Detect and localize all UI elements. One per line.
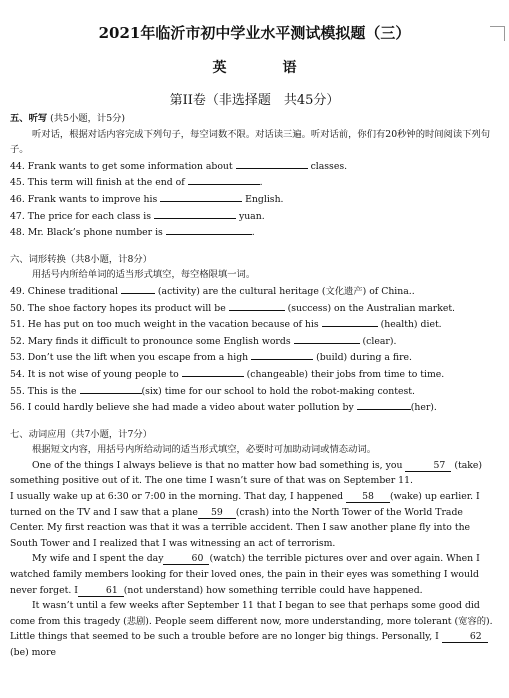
- part-heading: 第II卷（非选择题 共45分）: [169, 93, 340, 108]
- answer-blank[interactable]: [188, 174, 260, 185]
- list-item: 50. The shoe factory hopes its product will be (success) on the Australian market.: [10, 300, 499, 317]
- list-item: 53. Don’t use the lift when you escape from a high (build) during a fire.: [10, 349, 499, 366]
- list-item: 51. He has put on too much weight in the vacation because of his (health) diet.: [10, 316, 499, 333]
- section-6-heading: 六、词形转换（共8小题，计8分）: [10, 253, 152, 265]
- section-6-instruction: 用括号内所给单词的适当形式填空，每空格限填一词。: [32, 269, 256, 281]
- page-corner-mark: [490, 26, 505, 41]
- section-6: [10, 252, 499, 416]
- list-item: 49. Chinese traditional (activity) are the cultural heritage (文化遗产) of China..: [10, 283, 499, 300]
- answer-blank[interactable]: [80, 383, 142, 394]
- answer-blank[interactable]: [322, 316, 378, 327]
- section-5-title: 五、听写: [10, 113, 48, 124]
- answer-blank[interactable]: [236, 158, 308, 169]
- exam-title: 2021年临沂市初中学业水平测试模拟题（三）: [98, 24, 411, 42]
- answer-blank[interactable]: [166, 224, 252, 235]
- exam-body: [0, 111, 509, 661]
- answer-blank[interactable]: [294, 333, 360, 344]
- list-item: 52. Mary finds it difficult to pronounce some English words (clear).: [10, 333, 499, 350]
- section-7-heading: 七、动词应用（共7小题，计7分）: [10, 428, 152, 440]
- list-item: 55. This is the (six) time for our school to hold the robot-making contest.: [10, 383, 499, 400]
- answer-blank[interactable]: [229, 300, 285, 311]
- subject-char-2: 语: [282, 60, 297, 76]
- answer-blank[interactable]: [357, 399, 411, 410]
- list-item: 48. Mr. Black’s phone number is .: [10, 224, 499, 241]
- answer-blank[interactable]: [182, 366, 244, 377]
- subject-heading: [0, 57, 509, 77]
- answer-blank[interactable]: [251, 349, 313, 360]
- answer-blank[interactable]: [160, 191, 242, 202]
- answer-blank-59[interactable]: 59: [198, 507, 236, 519]
- list-item: 46. Frank wants to improve his English.: [10, 191, 499, 208]
- section-5-meta: (共5小题，计5分): [50, 113, 126, 124]
- subject-char-1: 英: [212, 60, 227, 76]
- section-5-heading: [10, 111, 499, 127]
- answer-blank-57[interactable]: 57: [405, 460, 451, 472]
- answer-blank[interactable]: [121, 283, 155, 294]
- list-item: 56. I could hardly believe she had made a video about water pollution by (her).: [10, 399, 499, 416]
- answer-blank[interactable]: [154, 208, 236, 219]
- list-item: 44. Frank wants to get some information about classes.: [10, 158, 499, 175]
- answer-blank-60[interactable]: 60: [163, 553, 209, 565]
- section-5-instruction: 听对话，根据对话内容完成下列句子，每空词数不限。对话读三遍。听对话前，你们有20秒钟的时间阅读下列句子。: [10, 128, 491, 156]
- section-7-instruction: 根据短文内容，用括号内所给动词的适当形式填空，必要时可加助动词或情态动词。: [32, 444, 376, 456]
- answer-blank-58[interactable]: 58: [346, 491, 390, 503]
- passage-paragraph-1: One of the things I always believe is that no matter how bad something is, you 57 (take) something positive out of it. The one time I wasn’t sure of that was on September 11.: [10, 459, 483, 487]
- list-item: 47. The price for each class is yuan.: [10, 208, 499, 225]
- list-item: 45. This term will finish at the end of .: [10, 174, 499, 191]
- passage-paragraph-4: It wasn’t until a few weeks after September 11 that I began to see that perhaps some good did come from this tragedy (悲剧). People seem different now, more understanding, more tolerant (宽容的). Little things that seemed to be such a trouble before are no longer big things. Personally, I 62(be) more: [10, 600, 493, 658]
- passage-paragraph-3: My wife and I spent the day 60 (watch) the terrible pictures over and over again. When I watched family members looking for their loved ones, the pain in their eyes was something I would never forget. I 61 (not understand) how something terrible could have happened.: [10, 553, 480, 596]
- answer-blank-62[interactable]: 62: [442, 631, 488, 643]
- passage-paragraph-2: I usually wake up at 6:30 or 7:00 in the morning. That day, I happened 58 (wake) up earlier. I turned on the TV and I saw that a plane 59 (crash) into the North Tower of the World Trade Center. My first reaction was that it was a terrible accident. Then I saw another plane fly into the South Tower and I realized that I was witnessing an act of terrorism.: [10, 491, 480, 549]
- section-7: [10, 427, 499, 661]
- section-5: [10, 111, 499, 241]
- list-item: 54. It is not wise of young people to (changeable) their jobs from time to time.: [10, 366, 499, 383]
- answer-blank-61[interactable]: 61: [78, 585, 124, 597]
